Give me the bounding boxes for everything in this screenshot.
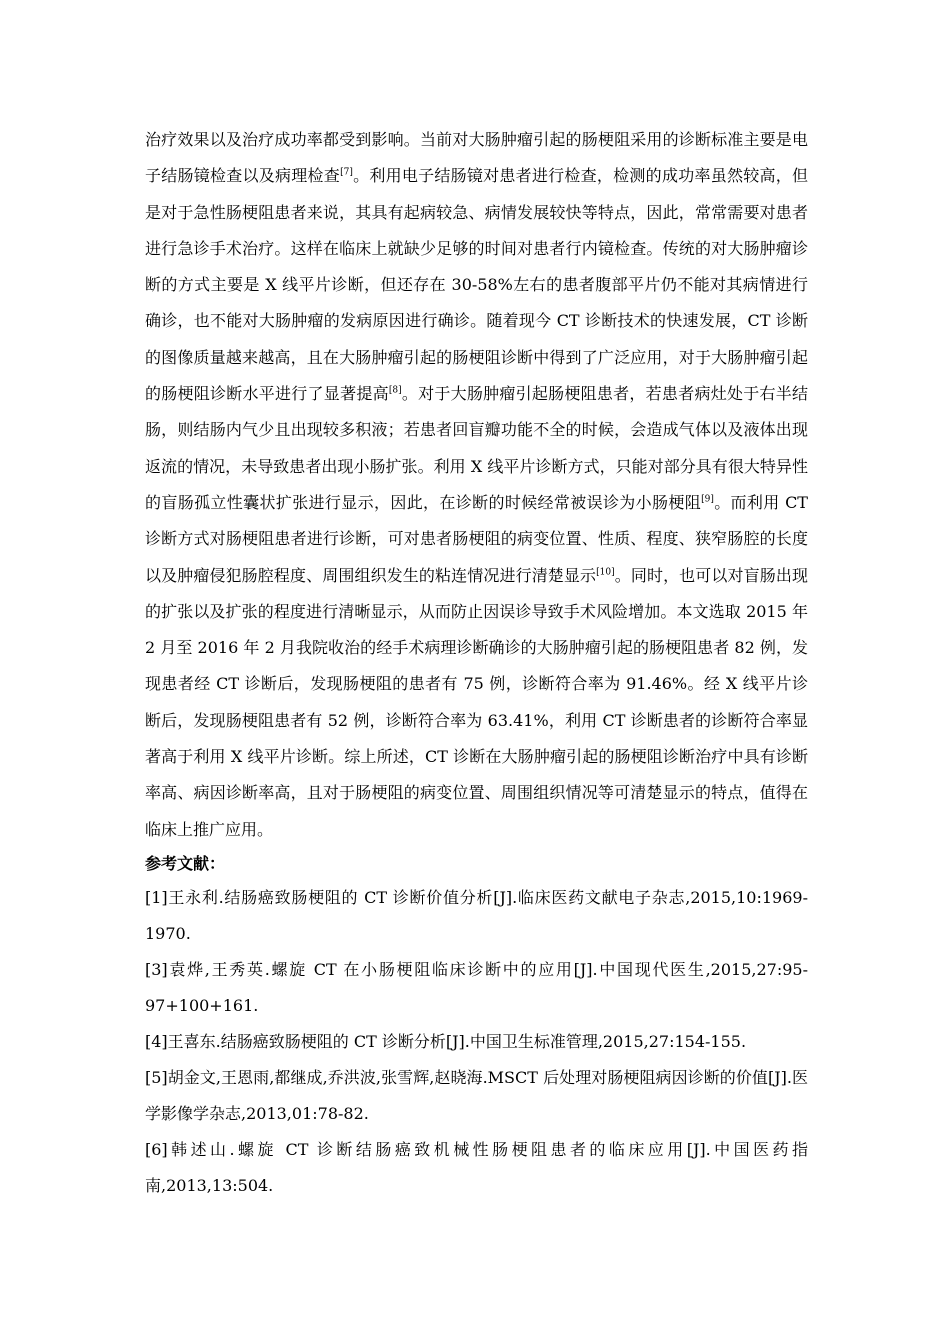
reference-item: [6]韩述山.螺旋 CT 诊断结肠癌致机械性肠梗阻患者的临床应用[J].中国医药指南,2013,13:504. bbox=[145, 1139, 808, 1195]
body-text-segment: 。同时，也可以对盲肠出现的扩张以及扩张的程度进行清晰显示，从而防止因误诊导致手术风险增加。本文选取 2015 年 2 月至 2016 年 2 月我院收治的经手术病理诊断确诊的大肠肿瘤引起的肠梗阻患者 82 例，发现患者经 CT 诊断后，发现肠梗阻的患者有 75 例，诊断符合率为 91.46%。经 X 线平片诊断后，发现肠梗阻患者有 52 例，诊断符合率为 63.41%，利用 CT 诊断患者的诊断符合率显著高于利用 X 线平片诊断。综上所述，CT 诊断在大肠肿瘤引起的肠梗阻诊断治疗中具有诊断率高、病因诊断率高，且对于肠梗阻的病变位置、周围组织情况等可清楚显示的特点，值得在临床上推广应用。 bbox=[145, 565, 808, 839]
citation-marker: [7] bbox=[340, 167, 353, 178]
reference-list bbox=[145, 880, 808, 1204]
reference-item: [1]王永利.结肠癌致肠梗阻的 CT 诊断价值分析[J].临床医药文献电子杂志,2015,10:1969-1970. bbox=[145, 887, 808, 943]
reference-item: [5]胡金文,王恩雨,都继成,乔洪波,张雪辉,赵晓海.MSCT 后处理对肠梗阻病因诊断的价值[J].医学影像学杂志,2013,01:78-82. bbox=[145, 1067, 808, 1123]
body-text-segment: 。而利用 CT 诊断方式对肠梗阻患者进行诊断，可对患者肠梗阻的病变位置、性质、程度、狭窄肠腔的长度以及肿瘤侵犯肠腔程度、周围组织发生的粘连情况进行清楚显示 bbox=[145, 492, 808, 585]
body-text-segment: 。利用电子结肠镜对患者进行检查，检测的成功率虽然较高，但是对于急性肠梗阻患者来说，其具有起病较急、病情发展较快等特点，因此，常常需要对患者进行急诊手术治疗。这样在临床上就缺少足够的时间对患者行内镜检查。传统的对大肠肿瘤诊断的方式主要是 X 线平片诊断，但还存在 30-58%左右的患者腹部平片仍不能对其病情进行确诊，也不能对大肠肿瘤的发病原因进行确诊。随着现今 CT 诊断技术的快速发展，CT 诊断的图像质量越来越高，且在大肠肿瘤引起的肠梗阻诊断中得到了广泛应用，对于大肠肿瘤引起的肠梗阻诊断水平进行了显著提高 bbox=[145, 166, 808, 404]
citation-marker: [8] bbox=[388, 385, 402, 396]
document-page bbox=[145, 122, 808, 1204]
reference-item: [3]袁烨,王秀英.螺旋 CT 在小肠梗阻临床诊断中的应用[J].中国现代医生,2015,27:95-97+100+161. bbox=[145, 959, 808, 1015]
body-paragraph bbox=[145, 122, 808, 848]
reference-item: [4]王喜东.结肠癌致肠梗阻的 CT 诊断分析[J].中国卫生标准管理,2015,27:154-155. bbox=[145, 1031, 747, 1051]
citation-marker: [10] bbox=[596, 567, 615, 578]
body-text-segment: 。对于大肠肿瘤引起肠梗阻患者，若患者病灶处于右半结肠，则结肠内气少且出现较多积液；若患者回盲瓣功能不全的时候，会造成气体以及液体出现返流的情况，未导致患者出现小肠扩张。利用 X 线平片诊断方式，只能对部分具有很大特异性的盲肠孤立性囊状扩张进行显示，因此，在诊断的时候经常被误诊为小肠梗阻 bbox=[145, 384, 808, 512]
references-heading: 参考文献： bbox=[145, 853, 226, 873]
body-text-segment: 治疗效果以及治疗成功率都受到影响。当前对大肠肿瘤引起的肠梗阻采用的诊断标准主要是电子结肠镜检查以及病理检查 bbox=[145, 130, 808, 186]
citation-marker: [9] bbox=[701, 494, 714, 505]
